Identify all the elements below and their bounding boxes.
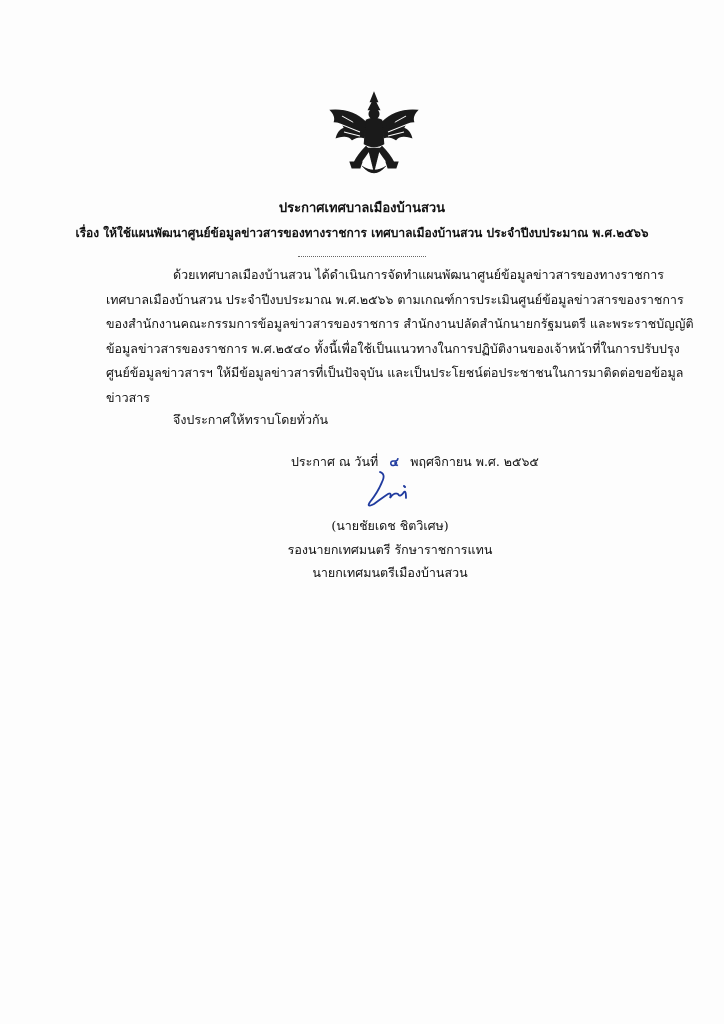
announcement-body bbox=[106, 263, 700, 410]
date-day: ๔ bbox=[389, 454, 399, 469]
title-divider bbox=[298, 256, 426, 257]
handwritten-signature bbox=[360, 468, 430, 516]
announcement-subject: เรื่อง ให้ใช้แผนพัฒนาศูนย์ข้อมูลข่าวสารของทางราชการ เทศบาลเมืองบ้านสวน ประจำปีงบประมาณ พ.ศ.๒๕๖๖ bbox=[75, 226, 649, 240]
body-line: เทศบาลเมืองบ้านสวน ประจำปีงบประมาณ พ.ศ.๒๕๖๖ ตามเกณฑ์การประเมินศูนย์ข้อมูลข่าวสารของราชการ bbox=[106, 291, 684, 307]
signer-name: (นายชัยเดช ชิตวิเศษ) bbox=[331, 518, 449, 533]
closing-statement: จึงประกาศให้ทราบโดยทั่วกัน bbox=[173, 412, 329, 427]
body-line: ข่าวสาร bbox=[106, 389, 150, 405]
date-month-year: พฤศจิกายน พ.ศ. ๒๕๖๕ bbox=[410, 454, 539, 469]
garuda-emblem-icon bbox=[322, 88, 426, 184]
announcement-title: ประกาศเทศบาลเมืองบ้านสวน bbox=[278, 201, 446, 216]
body-line: ศูนย์ข้อมูลข่าวสารฯ ให้มีข้อมูลข่าวสารที่เป็นปัจจุบัน และเป็นประโยชน์ต่อประชาชนในการมาติดต่อขอข้อมูล bbox=[106, 365, 684, 380]
signer-position-acting: นายกเทศมนตรีเมืองบ้านสวน bbox=[312, 565, 468, 580]
body-line: ของสำนักงานคณะกรรมการข้อมูลข่าวสารของราชการ สำนักงานปลัดสำนักนายกรัฐมนตรี และพระราชบัญญัติ bbox=[106, 316, 694, 331]
body-line: ด้วยเทศบาลเมืองบ้านสวน ได้ดำเนินการจัดทำแผนพัฒนาศูนย์ข้อมูลข่าวสารของทางราชการ bbox=[173, 267, 664, 282]
signer-position: รองนายกเทศมนตรี รักษาราชการแทน bbox=[287, 542, 493, 557]
body-line: ข้อมูลข่าวสารของราชการ พ.ศ.๒๕๔๐ ทั้งนี้เพื่อใช้เป็นแนวทางในการปฏิบัติงานของเจ้าหน้าที่ในการปรับปรุง bbox=[106, 340, 680, 356]
date-prefix: ประกาศ ณ วันที่ bbox=[291, 454, 379, 469]
